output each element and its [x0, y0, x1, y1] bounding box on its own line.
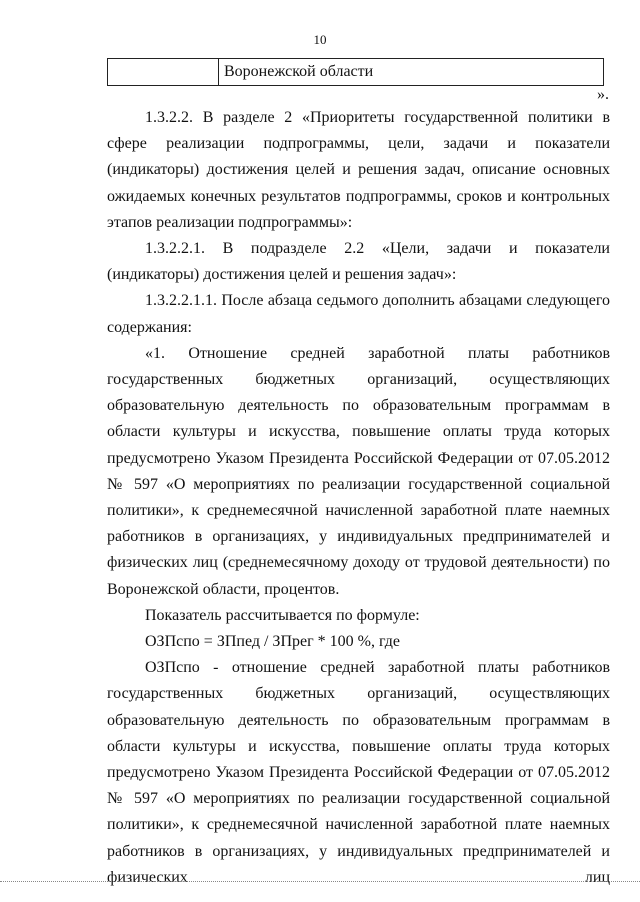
table-cell-right: Воронежской области [224, 63, 374, 80]
continuation-table [107, 58, 604, 86]
paragraph-section-2: 1.3.2.2. В разделе 2 «Приоритеты государственной политики в сфере реализации подпрограммы, цели, задачи и показатели (индикаторы) достижения целей и решения задач, описание основных ожидаемых конечных результатов подпрограммы, сроков и контрольных этапов реализации подпрограммы»: [107, 109, 610, 231]
page-number: 10 [313, 32, 327, 47]
table-cell-left [108, 59, 219, 85]
paragraph-formula: ОЗПспо = ЗПпед / ЗПрег * 100 %, где [145, 633, 400, 651]
page-bottom-rule [0, 881, 640, 882]
paragraph-formula-explanation: ОЗПспо - отношение средней заработной платы работников государственных бюджетных организаций, осуществляющих образовательную деятельность по образовательным программам в области культуры и искусства, повышение оплаты труда которых предусмотрено Указом Президента Российской Федерации от 07.05.2012 № 597 «О мероприятиях по реализации государственной социальной политики», к среднемесячной начисленной заработной плате наемных работников в организациях, у индивидуальных предпринимателей и физических лиц [107, 659, 610, 886]
paragraph-indicator-definition: «1. Отношение средней заработной платы работников государственных бюджетных организаций, осуществляющих образовательную деятельность по образовательным программам в области культуры и искусства, повышение оплаты труда которых предусмотрено Указом Президента Российской Федерации от 07.05.2012 № 597 «О мероприятиях по реализации государственной социальной политики», к среднемесячной начисленной заработной плате наемных работников в организациях, у индивидуальных предпринимателей и физических лиц (среднемесячному доходу от трудовой деятельности) по Воронежской области, процентов. [107, 344, 610, 598]
closing-quote: ». [597, 86, 609, 103]
paragraph-formula-intro: Показатель рассчитывается по формуле: [145, 606, 420, 624]
paragraph-after-seventh: 1.3.2.2.1.1. После абзаца седьмого дополнить абзацами следующего содержания: [107, 292, 610, 336]
document-body [107, 105, 610, 891]
paragraph-subsection-2-2: 1.3.2.2.1. В подразделе 2.2 «Цели, задачи и показатели (индикаторы) достижения целей и решения задач»: [107, 240, 610, 284]
